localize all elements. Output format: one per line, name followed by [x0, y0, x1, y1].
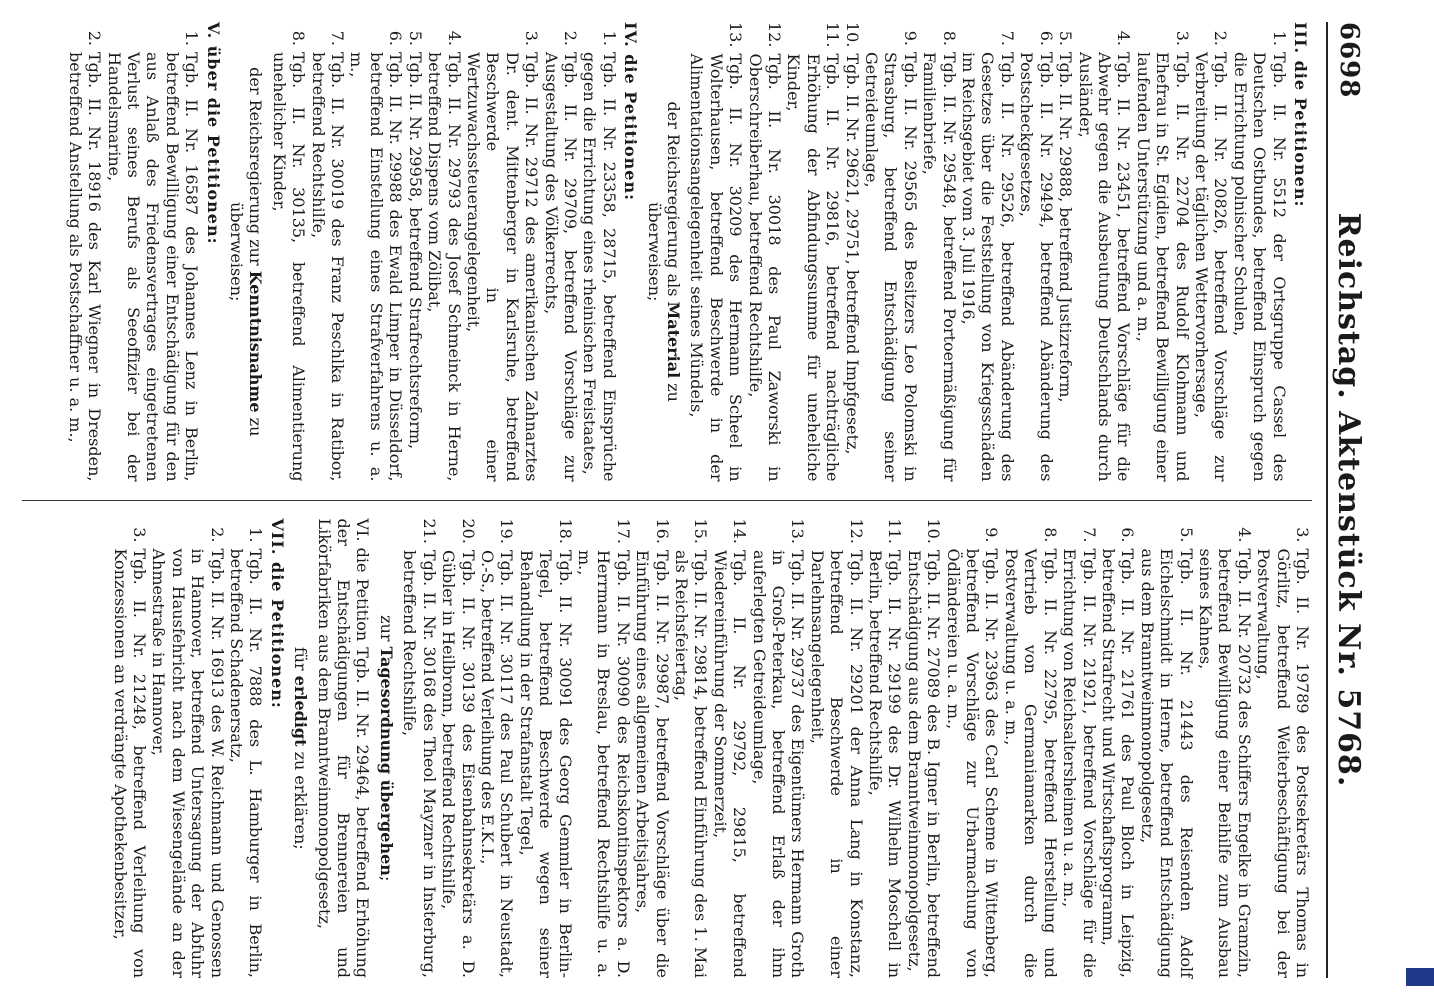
list-item: [1002, 519, 1060, 979]
item-number: 1.: [182, 30, 202, 46]
list-item: [400, 519, 439, 979]
item-number: 6.: [1118, 527, 1138, 543]
list-item: [110, 519, 149, 979]
item-text: Tgb. II. Nr. 30018 des Paul Zaworski in Oberschreiberhau, betreffend Rechtshilfe,: [745, 53, 785, 482]
item-text: Tgb. II. Nr. 7888 des L. Hamburger in Berlin, betreffend Schadenersatz,: [227, 548, 266, 978]
item-text: Tgb. II. Nr. 30168 des Theol Mayzner in Insterburg, betreffend Rechtshilfe,: [400, 549, 439, 978]
item-text: Tgb. II. Nr. 29494, betreffend Abänderung des Postscheckgesetzes,: [1017, 52, 1056, 482]
item-text: Tgb. II. Nr. 29709, betreffend Vorschläge zur Ausgestaltung des Völkerrechts,: [541, 52, 580, 482]
list-item: [308, 22, 347, 482]
item-number: 10.: [924, 518, 944, 544]
list-item: [405, 22, 424, 482]
item-number: 8.: [939, 30, 959, 46]
item-number: 17.: [613, 518, 633, 544]
item-text: Tgb. II. Nr. 22795, betreffend Herstellung und Vertrieb von Germaniamarken durch die Postverwaltung u. a. m.,: [1001, 548, 1060, 978]
item-number: 3.: [522, 30, 542, 46]
item-list: [400, 519, 1312, 979]
item-text: Tgb. II. Nr. 23963 des Carl Scheme in Wittenberg, betreffend Vorschläge zur Urbarmachung von Ödländereien u. a. m.,: [943, 548, 1002, 978]
item-text: Tgb. II. Nr. 29814, betreffend Einführung des 1. Mai als Reichsfeiertag,: [672, 549, 711, 978]
list-item: [439, 519, 478, 979]
list-item: [1075, 22, 1133, 482]
item-text: Tgb. II. Nr. 29712 des amerikanischen Zahnarztes Dr. dent. Mittenberger in Karlsruhe, betreffend Beschwerde in einer Wertzuwachssteuerangelegenheit,: [463, 52, 542, 482]
item-number: 19.: [497, 518, 517, 544]
item-text: Tgb. II. Nr. 21921, betreffend Vorschläge für die Errichtung von Reichsaltersheimen u. a. m.,: [1060, 548, 1099, 978]
item-list: [687, 22, 1289, 482]
item-number: 11.: [823, 22, 843, 48]
item-number: 12.: [765, 22, 785, 48]
item-text: Tgb. II. Nr. 22704 des Rudolf Klohmann und Ehefrau in St. Egidien, betreffend Bewilligung einer laufenden Unterstützung und a. m.,: [1133, 52, 1192, 482]
item-text: Tgb. II. Nr. 29793 des Josef Schmeinck in Herne, betreffend Dispens vom Zölibat,: [425, 52, 464, 482]
list-item: [149, 519, 227, 979]
item-text: Tgb. II. Nr. 30117 des Paul Schubert in Neustadt, O.-S., betreffend Verleihung des E.K.I.,: [477, 549, 517, 978]
list-item: [807, 519, 865, 979]
item-number: 9.: [982, 527, 1002, 543]
item-number: 2.: [1211, 30, 1231, 46]
item-text: Tgb. II. Nr. 29987, betreffend Vorschläge über die Einführung eines allgemeinen Arbeitsjahres,: [633, 549, 672, 978]
item-text: Tgb. II. Nr. 21761 des Paul Bloch in Leipzig, betreffend Strafrecht und Wirtschaftsprogramm,: [1098, 548, 1138, 978]
item-number: 16.: [652, 518, 672, 544]
item-number: 9.: [900, 30, 920, 46]
item-number: 2.: [85, 30, 105, 46]
section-title: V. über die Petitionen:: [203, 22, 223, 245]
item-number: 13.: [788, 518, 808, 544]
list-item: [1056, 22, 1075, 482]
item-number: 5.: [1176, 527, 1196, 543]
item-text: Tgb. II. Nr. 29565 des Besitzers Leo Polomski in Strasburg, betreffend Entschädigung seiner Getreideumlage,: [862, 52, 920, 482]
list-item: [1099, 519, 1138, 979]
item-text: Tgb. II. Nr. 30209 des Hermann Scheel in Wolterhausen, betreffend Beschwerde in der Alimentationsangelegenheit seines Mündels,: [687, 53, 746, 482]
list-item: [749, 519, 807, 979]
list-item: [959, 22, 1017, 482]
section-note: zur Tagesordnung übergehen;: [376, 615, 396, 882]
list-item: [745, 22, 784, 482]
item-number: 4.: [1114, 30, 1134, 46]
item-number: 3.: [1172, 30, 1192, 46]
list-item: [104, 22, 201, 482]
item-number: 1.: [1269, 30, 1289, 46]
item-number: 2.: [560, 30, 580, 46]
item-number: 5.: [1056, 30, 1076, 46]
list-item: [920, 22, 959, 482]
section-note: der Reichsregierung zur Kenntnisnahme zu überweisen;: [227, 67, 266, 437]
list-item: [516, 519, 574, 979]
item-text: Tgb. II. Nr. 16587 des Johannes Lenz in Berlin, betreffend Bewilligung einer Entschädigung für den aus Anlaß des Friedensvertrages eingetretenen Verlust seines Berufs als Seeoffizier bei der Handelsmarine,: [104, 52, 202, 482]
section-title: IV. die Petitionen:: [621, 22, 641, 201]
page-title: Reichstag. Aktenstück Nr. 5768.: [1331, 212, 1366, 788]
page-number: 6698: [1334, 22, 1364, 99]
item-number: 4.: [444, 30, 464, 46]
item-number: 3.: [130, 527, 150, 543]
item-number: 5.: [405, 30, 425, 46]
list-item: [269, 22, 308, 482]
item-text: Tgb. II. Nr. 23451, betreffend Vorschläge für die Abwehr gegen die Ausbeutung Deutschlands durch Ausländer,: [1075, 52, 1134, 482]
item-text: Tgb. II. Nr. 20732 des Schiffers Engelke in Gramzin, betreffend Bewilligung einer Beihilfe zum Ausbau seines Kahnes,: [1195, 548, 1254, 978]
item-number: 7.: [1079, 527, 1099, 543]
item-number: 21.: [419, 518, 439, 544]
list-item: [1060, 519, 1099, 979]
section-title: VII. die Petitionen:: [267, 518, 287, 709]
list-item: [347, 22, 405, 482]
list-item: [842, 22, 861, 482]
list-item: [633, 519, 672, 979]
list-item: [866, 519, 905, 979]
item-text: Tgb. II. Nr. 29201 der Anna Lang in Konstanz, betreffend Beschwerde in einer Darlehnsangelegenheit,: [807, 549, 866, 978]
section-paragraph: VI. die Petition Tgb. II. Nr. 29464, betreffend Erhöhung der Entschädigungen für Brennereien und Likörfabriken aus dem Branntweinmonopolgesetz,: [314, 518, 373, 978]
item-list: [65, 22, 201, 482]
text-columns: [22, 22, 1312, 978]
item-number: 1.: [246, 527, 266, 543]
item-number: 18.: [555, 518, 575, 544]
item-text: Tgb. II. Nr. 18916 des Karl Wiegner in Dresden, betreffend Anstellung als Postschaffner u. a. m.,: [65, 52, 105, 482]
item-number: 6.: [386, 30, 406, 46]
item-number: 15.: [691, 518, 711, 544]
section-note: der Reichsregierung als Material zu überweisen;: [644, 101, 683, 402]
item-number: 6.: [1036, 30, 1056, 46]
item-text: Tgb. II. Nr. 30019 des Franz Peschlka in Ratibor, betreffend Rechtshilfe,: [308, 52, 348, 482]
list-item: [464, 22, 542, 482]
list-item: [478, 519, 517, 979]
list-item: [1230, 22, 1288, 482]
column-divider: [22, 500, 1312, 501]
item-text: Tgb. II. Nr. 20826, betreffend Vorschläge zur Verbreitung der täglichen Wettervorhersage,: [1191, 52, 1231, 482]
list-item: [65, 22, 104, 482]
list-item: [575, 519, 633, 979]
list-item: [580, 22, 619, 482]
item-text: Tgb. II. Nr. 29548, betreffend Portoermäßigung für Familienbriefe,: [920, 52, 959, 482]
list-item: [1017, 22, 1056, 482]
item-text: Tgb. II. Nr. 29199 des Dr. Wilhelm Moschell in Berlin, betreffend Rechtshilfe,: [866, 549, 905, 978]
list-item: [227, 519, 266, 979]
item-number: 13.: [726, 22, 746, 48]
item-text: Tgb. II. Nr. 29737 des Eigentümers Hermann Groth in Groß-Peterkau, betreffend Erlaß der ihm auferlegten Getreideumlage,: [749, 549, 808, 978]
list-item: [1133, 22, 1191, 482]
list-item: [1196, 519, 1254, 979]
item-list: [269, 22, 618, 482]
item-number: 8.: [289, 30, 309, 46]
item-text: Tgb. II. Nr. 5512 der Ortsgruppe Cassel des Deutschen Ostbundes, betreffend Einspruch gegen die Errichtung polnischer Schulen,: [1230, 52, 1289, 482]
item-number: 7.: [328, 30, 348, 46]
item-text: Tgb. II. Nr. 23358, 28715, betreffend Einsprüche gegen die Errichtung eines rheinischen Freistaates,: [580, 52, 619, 482]
item-text: Tgb. II. Nr. 30091 des Georg Gemmler in Berlin-Tegel, betreffend Beschwerde wegen seiner Behandlung in der Strafanstalt Tegel,: [516, 549, 575, 978]
list-item: [687, 22, 745, 482]
left-column: [22, 22, 1312, 482]
list-item: [943, 519, 1001, 979]
section-title: III. die Petitionen:: [1291, 22, 1310, 208]
item-number: 8.: [1040, 527, 1060, 543]
list-item: [904, 519, 943, 979]
list-item: [862, 22, 920, 482]
item-text: Tgb. II. Nr. 16913 des W. Reichmann und Genossen in Hannover, betreffend Untersagung der Abfuhr von Hausfehricht nach dem Wiesengelände an der Ahmestraße in Hannover,: [149, 548, 227, 978]
item-number: 14.: [730, 518, 750, 544]
item-list: [110, 519, 265, 979]
list-item: [541, 22, 580, 482]
item-text: Tgb. II. Nr. 29816, betreffend nachträgliche Erhöhung der Abfindungssumme für uneheliche Kinder,: [784, 53, 843, 482]
item-text: Tgb. II. Nr. 19789 des Postsekretärs Thomas in Görlitz, betreffend Weiterbeschäftigung bei der Postverwaltung,: [1254, 548, 1312, 978]
dfg-logo: [1406, 968, 1434, 986]
list-item: [425, 22, 464, 482]
item-number: 20.: [458, 518, 478, 544]
item-number: 1.: [599, 30, 619, 46]
item-text: Tgb. II. Nr. 30090 des Reichskontinspektors a. D. Herrmann in Breslau, betreffend Rechtshilfe u. a. m.,: [574, 549, 633, 978]
item-number: 10.: [842, 22, 862, 48]
item-text: Tgb. II. Nr. 29888, betreffend Justizreform,: [1056, 52, 1076, 403]
item-number: 11.: [885, 518, 905, 544]
section-note: für erledigt zu erklären;: [291, 646, 311, 850]
item-number: 4.: [1234, 527, 1254, 543]
item-text: Tgb. II. Nr. 21443 des Reisenden Adolf Eichelschmidt in Herne, betreffend Entschädigung aus dem Branntweinmonopolgesetz,: [1137, 548, 1196, 978]
item-text: Tgb. II. Nr. 29988 des Ewald Limper in Düsseldorf, betreffend Einstellung eines Strafverfahrens u. a. m.,: [347, 52, 406, 482]
item-text: Tgb. II. Nr. 27089 des B. Igner in Berlin, betreffend Entschädigung aus dem Branntweinmonopolgesetz,: [904, 549, 944, 978]
item-text: Tgb. II. Nr. 30135, betreffend Alimentierung unehelicher Kinder,: [269, 52, 309, 482]
list-item: [710, 519, 749, 979]
item-text: Tgb. II. Nr. 29621, 29751, betreffend Impfgesetz,: [842, 53, 862, 455]
item-text: Tgb. II. Nr. 21248, betreffend Verleihung von Konzessionen an verdrängte Apothekenbesitzer,: [110, 548, 150, 978]
list-item: [1254, 519, 1312, 979]
list-item: [784, 22, 842, 482]
item-number: 2.: [207, 527, 227, 543]
right-column: [22, 519, 1312, 979]
item-number: 3.: [1293, 527, 1312, 543]
list-item: [672, 519, 711, 979]
digitization-credit: [1412, 0, 1434, 1000]
item-number: 7.: [997, 30, 1017, 46]
item-text: Tgb. II. Nr. 29958, betreffend Strafrechtsreform,: [405, 52, 425, 450]
item-text: Tgb. II. Nr. 29526, betreffend Abänderung des Gesetzes über die Feststellung von Kriegsschäden im Reichsgebiet vom 3. Juli 1916,: [959, 52, 1017, 482]
item-text: Tgb. II. Nr. 29792, 29815, betreffend Wiedereinführung der Sommerzeit,: [710, 549, 750, 978]
item-text: Tgb. II. Nr. 30139 des Eisenbahnsekretärs a. D. Gübler in Heilbronn, betreffend Rechtshilfe,: [439, 549, 478, 978]
list-item: [1137, 519, 1195, 979]
list-item: [1192, 22, 1231, 482]
item-number: 12.: [846, 518, 866, 544]
page-header: [1326, 22, 1370, 978]
